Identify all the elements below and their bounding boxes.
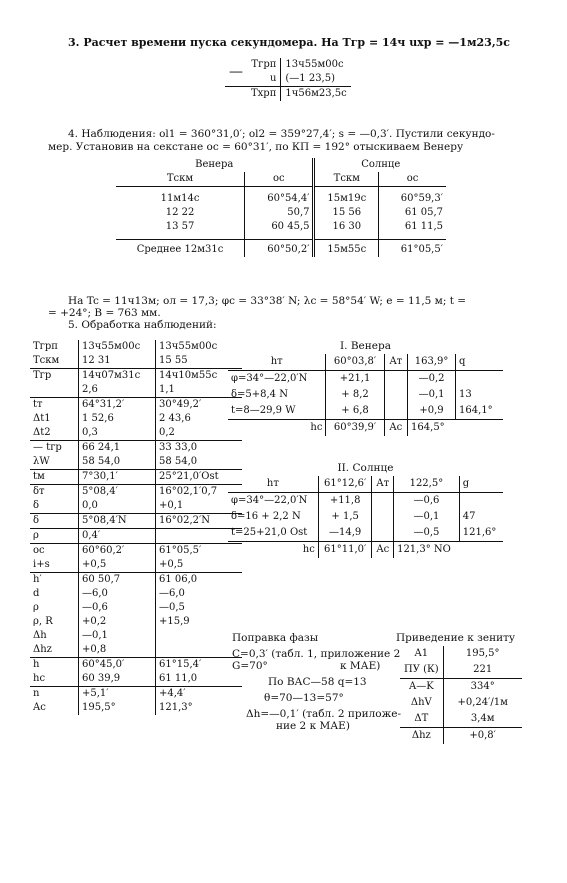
processing-cell-b: 12 31 [79, 354, 156, 369]
processing-cell-c: 30°49,2′ [159, 399, 202, 410]
processing-cell-c: 13ч55м00с [159, 341, 218, 352]
processing-cell-a: tт [30, 398, 79, 413]
zenith-row [400, 695, 522, 711]
processing-cell-a: hc [30, 672, 79, 687]
sun-foot: 61°11,0′ [318, 542, 372, 559]
processing-cell-b: —6,0 [79, 587, 156, 601]
conditions-line1: На Tc = 11ч13м; ол = 17,3; φc = 33°38′ N; λc = 58°54′ W; e = 11,5 м; t = [68, 295, 467, 307]
processing-cell-c: 1,1 [156, 383, 243, 398]
conditions-line2: = +24°; B = 763 мм. [48, 307, 161, 319]
obs-cell: 61 05,7 [379, 206, 446, 220]
obs-cell: 60°54,4′ [245, 187, 314, 207]
label-txr: Tхрп [247, 87, 281, 102]
processing-cell-b: 1 52,6 [79, 412, 156, 426]
processing-row [30, 455, 242, 470]
zenith-table [400, 646, 522, 744]
obs-cell: 15м19с [314, 187, 379, 207]
processing-cell-a: h [30, 658, 79, 673]
sun-hdr: hт [228, 476, 318, 493]
venus-cell: +21,1 [326, 371, 384, 388]
processing-cell-a: Δt1 [30, 412, 79, 426]
phase-line2b: к МАЕ) [340, 660, 381, 672]
processing-row [30, 544, 242, 559]
processing-cell-a: ρ [30, 601, 79, 615]
zenith-value: 3,4м [443, 711, 522, 728]
processing-cell-c: 15 55 [156, 354, 243, 369]
processing-cell-c: 33 33,0 [159, 442, 198, 453]
zenith-row [400, 679, 522, 696]
sun-cell [372, 509, 394, 525]
mean-sun-oc: 61°05,5′ [379, 240, 446, 258]
sun-cell: 121,6° [459, 525, 503, 542]
zenith-value: 221 [443, 662, 522, 679]
processing-cell-c: +15,9 [159, 616, 190, 627]
sun-header: Солнце [314, 158, 446, 172]
col-t-sun: Tскм [314, 172, 379, 187]
venus-foot: hс [310, 422, 323, 433]
processing-cell-b: 64°31,2′ [79, 398, 156, 413]
observations-block [116, 158, 446, 257]
processing-row [30, 672, 242, 687]
venus-cell: 164,1° [456, 403, 503, 420]
processing-cell-b: —0,6 [79, 601, 156, 615]
section5-heading: 5. Обработка наблюдений: [68, 319, 217, 331]
sun-cell: δ=16 + 2,2 N [231, 511, 301, 522]
venus-hdr: 60°03,8′ [326, 354, 384, 371]
zenith-label: A—K [408, 681, 434, 692]
mean-venus-oc: 60°50,2′ [245, 240, 314, 258]
venus-cell [456, 371, 503, 388]
processing-cell-c: 2 43,6 [159, 413, 191, 424]
obs-cell: 50,7 [245, 206, 314, 220]
sun-cell: —0,6 [394, 493, 460, 510]
processing-cell-a: ρ [30, 529, 79, 544]
processing-cell-c [156, 643, 243, 658]
sun-hdr: 122,5° [394, 476, 460, 493]
sun-title: II. Солнце [337, 462, 394, 474]
processing-cell-b: 60 50,7 [79, 573, 156, 588]
sun-cell: + 1,5 [318, 509, 372, 525]
obs-cell: 16 30 [314, 220, 379, 240]
phase-line5: Δh=—0,1′ (табл. 2 приложе- [246, 708, 402, 720]
sun-hdr: Aт [372, 476, 394, 493]
zenith-label: Δhz [411, 730, 431, 741]
sun-cell [372, 493, 394, 510]
venus-foot: 164,5° [408, 420, 456, 437]
value-tgr: 13ч55м00с [281, 58, 351, 72]
processing-cell-c: 16°02,1′0,7 [159, 486, 218, 497]
processing-row [30, 587, 242, 601]
venus-hdr: Aт [384, 354, 407, 371]
sun-cell: φ=34°—22,0′N [231, 495, 308, 506]
phase-title: Поправка фазы [232, 632, 319, 644]
processing-row [30, 658, 242, 673]
processing-cell-a: Tгрп [30, 340, 79, 354]
sun-cell [459, 493, 503, 510]
processing-cell-c: 58 54,0 [156, 455, 243, 470]
zenith-row [400, 728, 522, 745]
sun-cell: t=25+21,0 Ost [228, 525, 318, 542]
zenith-row [400, 646, 522, 662]
processing-cell-b: 5°08,4′N [79, 514, 156, 529]
zenith-row [400, 662, 522, 679]
processing-table [30, 340, 242, 715]
venus-cell: + 8,2 [326, 387, 384, 403]
processing-cell-b: +0,2 [79, 615, 156, 629]
zenith-label: ΔT [400, 711, 443, 728]
processing-row [30, 470, 242, 485]
mean-venus-time: Среднее 12м31с [116, 240, 245, 258]
processing-cell-c: 61°05,5′ [159, 545, 202, 556]
processing-cell-a: i+s [30, 558, 79, 573]
processing-cell-b: 60°60,2′ [79, 544, 156, 559]
processing-cell-b: 60°45,0′ [79, 658, 156, 673]
processing-cell-a: δ [30, 514, 79, 529]
zenith-row [400, 711, 522, 728]
obs-cell: 60°59,3′ [379, 187, 446, 207]
processing-cell-c: 61°15,4′ [159, 659, 202, 670]
processing-row [30, 398, 242, 413]
zenith-label: A1 [414, 648, 429, 659]
processing-row [30, 514, 242, 529]
sun-cell: —0,5 [394, 525, 460, 542]
processing-row [30, 412, 242, 426]
venus-cell: t=8—29,9 W [228, 403, 326, 420]
zenith-label: ΔhV [410, 697, 432, 708]
processing-cell-b: 60 39,9 [79, 672, 156, 687]
processing-cell-a: — tгр [30, 441, 79, 456]
sun-cell: —14,9 [318, 525, 372, 542]
sun-cell [372, 525, 394, 542]
col-oc-sun: oc [379, 172, 446, 187]
venus-cell: 13 [456, 387, 503, 403]
section4-line2: мер. Установив на секстане oc = 60°31′, по КП = 192° отыскиваем Венеру [48, 141, 464, 153]
venus-foot: 60°39,9′ [326, 420, 384, 437]
sun-cell: —0,1 [394, 509, 460, 525]
processing-cell-a: n [30, 687, 79, 702]
zenith-value: +0,8′ [443, 728, 522, 745]
processing-cell-c: 14ч10м55с [159, 370, 218, 381]
phase-line3: По ВАС—58 q=13 [268, 676, 367, 688]
processing-cell-a: δ [30, 499, 79, 514]
processing-row [30, 701, 242, 715]
processing-cell-c: —0,5 [159, 602, 185, 613]
processing-cell-b: 7°30,1′ [79, 470, 156, 485]
section4-line1: 4. Наблюдения: ol1 = 360°31,0′; ol2 = 359°27,4′; s = —0,3′. Пустили секундо- [68, 128, 495, 140]
venus-cell: φ=34°—22,0′N [231, 373, 308, 384]
processing-cell-c: +0,5 [156, 558, 243, 573]
venus-cell [384, 387, 407, 403]
venus-foot: Aс [384, 420, 407, 437]
processing-cell-b: +0,8 [79, 643, 156, 658]
processing-cell-c: 61 11,0 [156, 672, 243, 687]
processing-cell-b: 13ч55м00с [79, 340, 156, 354]
processing-row [30, 643, 242, 658]
venus-cell: —0,1 [408, 387, 456, 403]
zenith-value: 334° [443, 679, 522, 696]
value-txr: 1ч56м23,5с [281, 87, 351, 102]
sun-foot: 121,3° NO [394, 542, 460, 559]
venus-cell: +0,9 [408, 403, 456, 420]
processing-cell-b: 0,0 [79, 499, 156, 514]
processing-cell-a: Δt2 [30, 426, 79, 441]
processing-cell-c: +0,1 [156, 499, 243, 514]
processing-cell-c: 16°02,2′N [156, 514, 243, 529]
processing-row [30, 629, 242, 643]
processing-row [30, 529, 242, 544]
stopwatch-start-table [225, 58, 351, 101]
obs-cell: 60 45,5 [245, 220, 314, 240]
sun-hdr: 61°12,6′ [318, 476, 372, 493]
processing-cell-a: oc [30, 544, 79, 559]
processing-cell-a: tм [30, 470, 79, 485]
obs-cell: 11м14с [160, 193, 200, 204]
sun-cell: +11,8 [318, 493, 372, 510]
processing-cell-b: 0,4′ [79, 529, 156, 544]
processing-cell-b: +5,1′ [79, 687, 156, 702]
sun-block [228, 476, 503, 558]
venus-cell [384, 403, 407, 420]
sun-table [228, 476, 503, 558]
processing-cell-c: 25°21,0′Ost [156, 470, 243, 485]
section3-block [225, 58, 351, 101]
venus-block [228, 354, 503, 436]
processing-cell-b: 58 54,0 [79, 455, 156, 470]
venus-hdr: 163,9° [408, 354, 456, 371]
processing-row [30, 340, 242, 354]
col-t-venus: Tскм [116, 172, 245, 187]
phase-line1: C=0,3′ (табл. 1, приложение 2 [232, 648, 401, 660]
sun-foot: Aс [372, 542, 394, 559]
obs-cell: 12 22 [165, 207, 195, 218]
processing-row [30, 369, 242, 384]
processing-cell-a: Δh [30, 629, 79, 643]
processing-cell-b: —0,1 [79, 629, 156, 643]
venus-table [228, 354, 503, 436]
processing-cell-b: 5°08,4′ [79, 485, 156, 500]
processing-row [30, 499, 242, 514]
processing-cell-c: —6,0 [159, 588, 185, 599]
phase-line2: G=70° [232, 660, 268, 672]
processing-row [30, 558, 242, 573]
processing-row [30, 687, 242, 702]
processing-cell-b: 14ч07м31с [79, 369, 156, 384]
sun-hdr: g [459, 476, 503, 493]
processing-cell-b: +0,5 [79, 558, 156, 573]
processing-cell-a: Tгр [30, 369, 79, 384]
processing-cell-b: 195,5° [79, 701, 156, 715]
processing-row [30, 354, 242, 369]
processing-cell-a: Δhz [30, 643, 79, 658]
processing-block [30, 340, 242, 715]
value-u: (—1 23,5) [281, 72, 351, 87]
obs-cell: 15 56 [314, 206, 379, 220]
venus-cell [384, 371, 407, 388]
venus-cell: δ=5+8,4 N [231, 389, 288, 400]
venus-cell: + 6,8 [326, 403, 384, 420]
phase-line6: ние 2 к МАЕ) [276, 720, 350, 732]
processing-cell-a: δт [30, 485, 79, 500]
venus-hdr: hт [228, 354, 326, 371]
processing-cell-a: Tскм [30, 354, 79, 369]
processing-cell-a: Aс [30, 701, 79, 715]
venus-hdr: q [456, 354, 503, 371]
processing-cell-c: 0,2 [156, 426, 243, 441]
processing-cell-c [156, 629, 243, 643]
processing-row [30, 615, 242, 629]
venus-cell: —0,2 [408, 371, 456, 388]
processing-cell-b: 2,6 [79, 383, 156, 398]
mean-sun-time: 15м55с [314, 240, 379, 258]
venus-header: Венера [195, 159, 234, 170]
section3-heading: 3. Расчет времени пуска секундомера. На Tгр = 14ч uхр = —1м23,5с [68, 36, 511, 49]
sun-cell: 47 [459, 509, 503, 525]
phase-line4: θ=70—13=57° [264, 692, 344, 704]
processing-cell-a: ρ, R [30, 615, 79, 629]
processing-cell-c: +4,4′ [159, 688, 186, 699]
venus-title: I. Венера [340, 340, 391, 352]
processing-cell-a: λW [30, 455, 79, 470]
zenith-label: ПУ (К) [400, 662, 443, 679]
processing-cell-a: h′ [30, 573, 79, 588]
sun-foot: hс [302, 544, 315, 555]
processing-cell-b: 0,3 [79, 426, 156, 441]
label-tgr: Tгрп [251, 59, 277, 70]
zenith-block [400, 646, 522, 744]
col-oc-venus: oc [245, 172, 314, 187]
processing-row [30, 383, 242, 398]
processing-row [30, 601, 242, 615]
observations-table [116, 158, 446, 257]
zenith-title: Приведение к зениту [396, 632, 516, 644]
processing-cell-b: 66 24,1 [79, 441, 156, 456]
obs-cell: 61 11,5 [379, 220, 446, 240]
processing-row [30, 426, 242, 441]
obs-cell: 13 57 [165, 221, 195, 232]
processing-row [30, 441, 242, 456]
processing-cell-c: 61 06,0 [159, 574, 198, 585]
zenith-value: 195,5° [443, 646, 522, 662]
processing-cell-a [30, 383, 79, 398]
processing-row [30, 573, 242, 588]
zenith-value: +0,24′/1м [443, 695, 522, 711]
processing-row [30, 485, 242, 500]
processing-cell-c: 121,3° [159, 702, 193, 713]
label-u: u [269, 73, 277, 84]
processing-cell-a: d [30, 587, 79, 601]
minus-sign: — [229, 63, 243, 80]
